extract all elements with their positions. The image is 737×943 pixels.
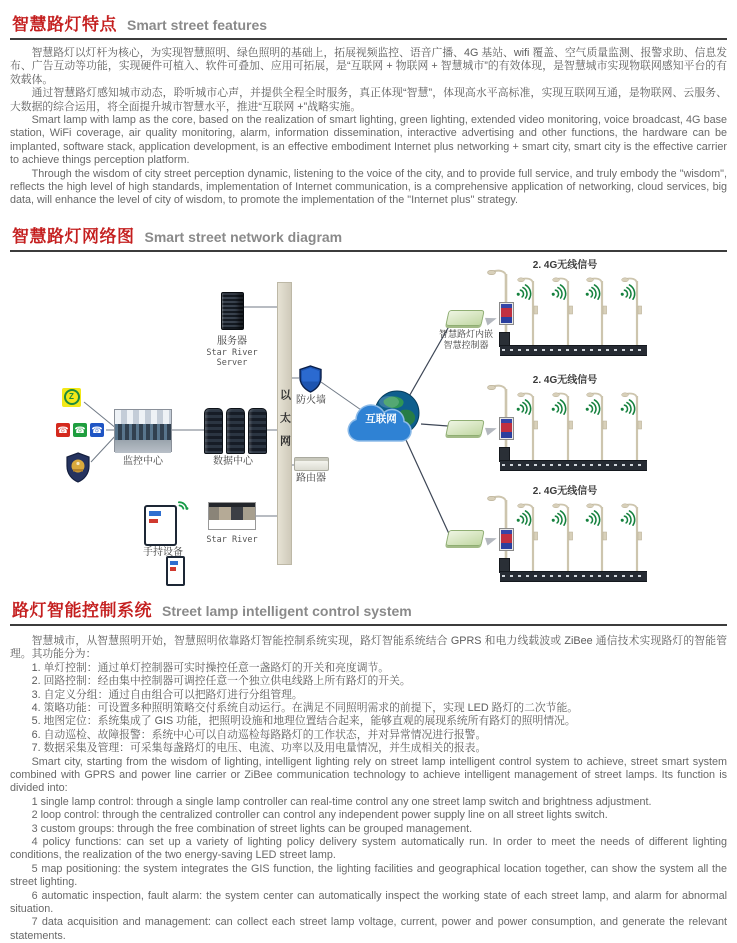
server-rack-icon [221,292,244,330]
monitor-center-label: 监控中心 [123,455,163,467]
handheld-phone-icon [166,556,185,586]
firewall-label: 防火墙 [296,394,326,406]
server-label-en1: Star River [206,347,258,358]
features-section-header [10,0,727,40]
controller-label-line2: 智慧控制器 [443,339,489,350]
phone-icon-blue: ☎ [91,424,103,435]
control-item-en-4: 4 policy functions: can set up a variety of lighting policy delivery system automatically run. In order to meet the needs of different lighting conditions, the realization of the two energy-saving LED street lamp. [10,835,727,862]
features-title-zh: 智慧路灯特点 [12,15,117,34]
control-item-en-1: 1 single lamp control: through a single lamp controller can real-time control any one street lamp switch and brightness adjustment. [31,795,652,808]
control-title-zh: 路灯智能控制系统 [12,600,152,620]
lamp-display-screen-1 [500,303,513,324]
network-diagram [0,254,737,590]
control-text [0,626,737,943]
router-label: 路由器 [296,472,326,484]
monitor-center-photo [114,409,172,452]
control-item-en-7: 7 data acquisition and management: can collect each street lamp voltage, current, power and power consumption, and generate the relevant statements. [10,916,727,942]
rf-signal-icon [515,399,532,417]
control-item-zh-5: 5. 地图定位：系统集成了 GIS 功能，把照明设施和地理位置结合起来，能够直观的展现系统所有路灯的照明情况。 [31,715,576,728]
controller-box-icon-3 [445,530,484,546]
star-river-device-photo [208,502,256,530]
control-item-en-3: 3 custom groups: through the free combination of street lights can be grouped management. [31,822,473,835]
phone-icon-red: ☎ [57,424,69,435]
monitor-ceiling [115,410,171,424]
ethernet-label: 以太网 [278,388,291,458]
rf-signal-icon [515,510,532,528]
router-icon [294,457,329,471]
road-bar-3 [500,571,647,582]
handheld-label: 手持设备 [143,546,183,558]
control-item-en-6: 6 automatic inspection, fault alarm: the system center can automatically inspect the working state of each street lamp, and alarm for abnormal situation. [10,889,727,915]
features-paragraph-en-1: Smart lamp with lamp as the core, based on the realization of smart lighting, green lighting, extended video monitoring, voice broadcast, 4G base station, WiFi coverage, air quality monitoring, alarm, information dissemination, interactive advertising and other functions, the hardware can be implanted, software stack, application development, is an effective embodiment Internet plus networking + smart city, smart city is the effective carrier to achieve things perception platform. [10,114,727,167]
rf-signal-icon [619,510,636,528]
network-title-en: Smart street network diagram [144,228,343,245]
control-item-zh-6: 6. 自动巡检、故障报警：系统中心可以自动巡检每路路灯的工作状态，并对异常情况进行报警。 [31,728,487,741]
control-item-en-2: 2 loop control: through the centralized controller can control any independent power supply line on all street lights switch. [31,809,608,822]
rf-signal-icon [619,399,636,417]
lamp-display-screen-2 [500,418,513,439]
server-label-zh: 服务器 [217,335,247,347]
controller-label-line1: 智慧路灯内嵌 [438,328,493,339]
wifi-signal-icon [176,496,192,512]
police-badge-icon [65,452,91,483]
control-title-en: Street lamp intelligent control system [162,602,412,619]
signal-label-3: 2. 4G无线信号 [532,485,598,497]
network-title-zh: 智慧路灯网络图 [12,226,135,246]
rf-signal-icon [584,284,601,302]
control-item-zh-4: 4. 策略功能：可设置多种照明策略交付系统自动运行。在满足不同照明需求的前提下，实现 LED 路灯的二次节能。 [31,701,579,714]
phone-icon-green: ☎ [74,424,86,435]
rf-signal-icon [584,399,601,417]
features-paragraph-zh-1: 智慧路灯以灯杆为核心，为实现智慧照明、绿色照明的基础上，拓展视频监控、语音广播、4G 基站、wifi 覆盖、空气质量监测、报警求助、信息发布、广告互动等功能，实现硬件可植入、软件可叠加、应用可拓展，是“互联网 + 物联网 + 智慧城市”的有效体现，是智慧城市实现物联网感知平台的有效载体。 [10,47,727,86]
controller-box-icon-2 [445,420,484,436]
operator-logo-icon: Z [62,388,81,407]
rf-signal-icon [550,399,567,417]
features-paragraph-en-2: Through the wisdom of city street perception dynamic, listening to the voice of the city, and to provide full service, and truly embody the "wisdom", reflects the high level of high standards, implementation of Internet communication, is a comprehensive application of networking, cloud services, big data, will enhance the level of city of wisdom, to promote the implementation of the "Internet plus" strategy. [10,167,727,207]
monitor-floor [115,440,171,453]
lamp-row-3 [495,482,655,584]
control-item-zh-3: 3. 自定义分组：通过自由组合可以把路灯进行分组管理。 [31,688,303,701]
internet-label: 互联网 [365,412,397,425]
rf-signal-icon [584,510,601,528]
control-section-header [10,590,727,626]
features-text [0,40,737,208]
handheld-tablet-icon [144,505,177,546]
rf-signal-icon [550,510,567,528]
rf-signal-icon [515,284,532,302]
lamp-display-screen-3 [500,529,513,550]
controller-box-icon-1 [445,310,484,326]
road-bar-2 [500,460,647,471]
ethernet-bus [277,282,292,565]
lamp-row-2 [495,371,655,473]
control-intro-en: Smart city, starting from the wisdom of lighting, intelligent lighting rely on street lamp intelligent control system to achieve, street smart system combined with GPRS and power line carrier or ZiBee communication technology to achieve intelligent management of street lamps. Its function is divided into: [10,755,727,795]
data-center-icon [204,408,267,454]
control-intro-zh: 智慧城市，从智慧照明开始，智慧照明依靠路灯智能控制系统实现，路灯智能系统结合 GPRS 和电力线载波或 ZiBee 通信技术实现路灯的智能管理。其功能分为： [10,634,727,661]
server-label-en2: Server [216,357,248,368]
control-item-zh-7: 7. 数据采集及管理：可采集每盏路灯的电压、电流、功率以及用电量情况，并生成相关的报表。 [31,742,487,755]
rf-signal-icon [550,284,567,302]
control-item-en-5: 5 map positioning: the system integrates the GIS function, the lighting facilities and geographical location together, can show the system all the street lighting. [10,862,727,889]
data-center-label: 数据中心 [213,455,253,467]
control-item-zh-1: 1. 单灯控制：通过单灯控制器可实时操控任意一盏路灯的开关和亮度调节。 [31,661,390,674]
signal-label-1: 2. 4G无线信号 [532,259,598,271]
features-title-en: Smart street features [127,17,268,33]
features-paragraph-zh-2: 通过智慧路灯感知城市动态，聆听城市心声，并提供全程全时服务，真正体现“智慧”，体现高水平高标准，实现互联网互通，是物联网、云服务、大数据的综合运用，将全面提升城市智慧水平，推进“互联网 +”战略实施。 [10,87,727,113]
rf-signal-icon [619,284,636,302]
control-item-zh-2: 2. 回路控制：经由集中控制器可调控任意一个独立供电线路上所有路灯的开关。 [31,675,411,688]
signal-label-2: 2. 4G无线信号 [532,374,598,386]
firewall-shield-icon [298,365,323,393]
road-bar-1 [500,345,647,356]
network-section-header [10,208,727,252]
star-river-label: Star River [206,534,258,545]
lamp-row-1 [495,256,655,358]
monitor-screen-wall [115,424,171,440]
